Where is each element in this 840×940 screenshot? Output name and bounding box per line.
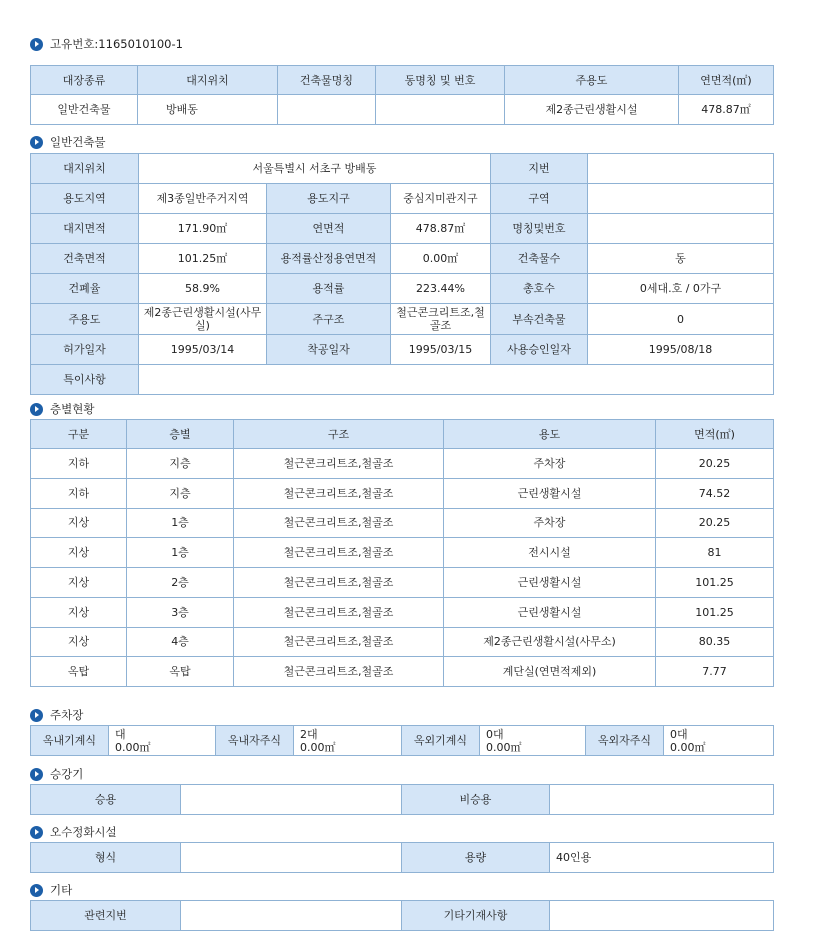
floor-area-cell: 101.25 bbox=[656, 597, 774, 627]
parking-count: 대 bbox=[115, 727, 126, 741]
floor-section-cell: 지상 bbox=[31, 597, 127, 627]
parking-section-title: 주차장 bbox=[50, 708, 84, 722]
floor-use-cell: 전시시설 bbox=[444, 538, 656, 568]
floor-level-cell: 옥탑 bbox=[127, 657, 234, 687]
table-row bbox=[31, 508, 774, 538]
parking-table bbox=[30, 725, 774, 756]
section-bullet-icon bbox=[30, 38, 43, 51]
summary-header-cell: 동명칭 및 번호 bbox=[376, 66, 505, 95]
sewage-section-title: 오수정화시설 bbox=[50, 825, 117, 839]
label-cell: 비승용 bbox=[402, 785, 550, 815]
general-section-heading bbox=[30, 134, 106, 150]
label-cell: 승용 bbox=[31, 785, 181, 815]
approval-date-value: 1995/08/18 bbox=[588, 335, 774, 365]
label-cell: 착공일자 bbox=[267, 335, 391, 365]
label-cell: 총호수 bbox=[491, 274, 588, 304]
floors-header-cell: 면적(㎡) bbox=[656, 420, 774, 449]
table-row bbox=[31, 449, 774, 479]
building-area-value: 101.25㎡ bbox=[139, 244, 267, 274]
summary-header-cell: 건축물명칭 bbox=[278, 66, 376, 95]
parking-count: 2대 bbox=[300, 727, 318, 741]
section-bullet-icon bbox=[30, 826, 43, 839]
floor-structure-cell: 철근콘크리트조,철골조 bbox=[234, 478, 444, 508]
floor-use-cell: 근린생활시설 bbox=[444, 478, 656, 508]
label-cell: 건축면적 bbox=[31, 244, 139, 274]
label-cell: 허가일자 bbox=[31, 335, 139, 365]
summary-header-cell: 주용도 bbox=[505, 66, 679, 95]
floor-section-cell: 지상 bbox=[31, 538, 127, 568]
label-cell: 건축물수 bbox=[491, 244, 588, 274]
bldg-count-value: 동 bbox=[588, 244, 774, 274]
name-no-value bbox=[588, 214, 774, 244]
total-floor-value: 478.87㎡ bbox=[391, 214, 491, 244]
section-bullet-icon bbox=[30, 709, 43, 722]
floor-structure-cell: 철근콘크리트조,철골조 bbox=[234, 538, 444, 568]
annex-value: 0 bbox=[588, 304, 774, 335]
coverage-value: 58.9% bbox=[139, 274, 267, 304]
parking-count: 0대 bbox=[486, 727, 504, 741]
site-area-value: 171.90㎡ bbox=[139, 214, 267, 244]
sewage-capacity-value: 40인용 bbox=[550, 843, 774, 873]
section-bullet-icon bbox=[30, 768, 43, 781]
floor-level-cell: 4층 bbox=[127, 627, 234, 657]
label-cell: 용도지역 bbox=[31, 184, 139, 214]
label-cell: 기타기재사항 bbox=[402, 901, 550, 931]
floor-level-cell: 1층 bbox=[127, 538, 234, 568]
floor-level-cell: 3층 bbox=[127, 597, 234, 627]
label-cell: 주용도 bbox=[31, 304, 139, 335]
label-cell: 명칭및번호 bbox=[491, 214, 588, 244]
lot-value bbox=[588, 154, 774, 184]
other-notes-value bbox=[550, 901, 774, 931]
floors-header-cell: 용도 bbox=[444, 420, 656, 449]
sewage-section-heading bbox=[30, 824, 117, 840]
record-id-heading bbox=[30, 36, 183, 52]
floor-area-cell: 81 bbox=[656, 538, 774, 568]
summary-value-cell: 일반건축물 bbox=[31, 95, 138, 125]
label-cell: 구역 bbox=[491, 184, 588, 214]
summary-header-cell: 연면적(㎡) bbox=[679, 66, 774, 95]
floor-structure-cell: 철근콘크리트조,철골조 bbox=[234, 627, 444, 657]
record-id: 고유번호:1165010100-1 bbox=[50, 37, 183, 51]
summary-value-row bbox=[31, 95, 774, 125]
general-section-title: 일반건축물 bbox=[50, 135, 106, 149]
table-row bbox=[31, 568, 774, 598]
parking-label-outdoor-self: 옥외자주식 bbox=[586, 726, 664, 756]
parking-area: 0.00㎡ bbox=[670, 740, 706, 754]
floor-use-cell: 근린생활시설 bbox=[444, 597, 656, 627]
label-cell: 건폐율 bbox=[31, 274, 139, 304]
label-cell: 지번 bbox=[491, 154, 588, 184]
etc-section-heading bbox=[30, 882, 72, 898]
floor-area-cell: 20.25 bbox=[656, 508, 774, 538]
emergency-elevator-value bbox=[550, 785, 774, 815]
floor-use-cell: 근린생활시설 bbox=[444, 568, 656, 598]
area-value bbox=[588, 184, 774, 214]
floors-section-title: 층별현황 bbox=[50, 402, 95, 416]
label-cell: 용량 bbox=[402, 843, 550, 873]
floor-area-cell: 7.77 bbox=[656, 657, 774, 687]
section-bullet-icon bbox=[30, 136, 43, 149]
floor-structure-cell: 철근콘크리트조,철골조 bbox=[234, 508, 444, 538]
elevator-section-heading bbox=[30, 766, 83, 782]
parking-area: 0.00㎡ bbox=[300, 740, 336, 754]
label-cell: 용도지구 bbox=[267, 184, 391, 214]
structure-value: 철근콘크리트조,철골조 bbox=[391, 304, 491, 335]
summary-header-row bbox=[31, 66, 774, 95]
summary-value-cell: 방배동 bbox=[138, 95, 278, 125]
remarks-value bbox=[139, 365, 774, 395]
parking-area: 0.00㎡ bbox=[486, 740, 522, 754]
floor-level-cell: 지층 bbox=[127, 449, 234, 479]
floor-area-cell: 20.25 bbox=[656, 449, 774, 479]
parking-section-heading bbox=[30, 707, 83, 723]
parking-label-outdoor-mech: 옥외기계식 bbox=[402, 726, 480, 756]
parking-area: 0.00㎡ bbox=[115, 740, 151, 754]
related-lot-value bbox=[181, 901, 402, 931]
elevator-table bbox=[30, 784, 774, 815]
parking-label-indoor-mech: 옥내기계식 bbox=[31, 726, 109, 756]
floor-level-cell: 1층 bbox=[127, 508, 234, 538]
floor-area-cell: 101.25 bbox=[656, 568, 774, 598]
general-table bbox=[30, 153, 774, 395]
table-row bbox=[31, 538, 774, 568]
floor-section-cell: 지상 bbox=[31, 508, 127, 538]
floor-section-cell: 옥탑 bbox=[31, 657, 127, 687]
summary-value-cell bbox=[376, 95, 505, 125]
section-bullet-icon bbox=[30, 403, 43, 416]
label-cell: 용적률 bbox=[267, 274, 391, 304]
label-cell: 부속건축물 bbox=[491, 304, 588, 335]
main-use-value: 제2종근린생활시설(사무실) bbox=[139, 304, 267, 335]
floor-level-cell: 2층 bbox=[127, 568, 234, 598]
permit-date-value: 1995/03/14 bbox=[139, 335, 267, 365]
floor-area-cell: 80.35 bbox=[656, 627, 774, 657]
floor-structure-cell: 철근콘크리트조,철골조 bbox=[234, 449, 444, 479]
label-cell: 연면적 bbox=[267, 214, 391, 244]
elevator-section-title: 승강기 bbox=[50, 767, 84, 781]
table-row bbox=[31, 597, 774, 627]
floor-section-cell: 지하 bbox=[31, 478, 127, 508]
floor-structure-cell: 철근콘크리트조,철골조 bbox=[234, 657, 444, 687]
table-row bbox=[31, 627, 774, 657]
sewage-table bbox=[30, 842, 774, 873]
label-cell: 관련지번 bbox=[31, 901, 181, 931]
table-row bbox=[31, 478, 774, 508]
table-row bbox=[31, 657, 774, 687]
floors-header-cell: 층별 bbox=[127, 420, 234, 449]
passenger-elevator-value bbox=[181, 785, 402, 815]
site-location-value: 서울특별시 서초구 방배동 bbox=[139, 154, 491, 184]
label-cell: 대지면적 bbox=[31, 214, 139, 244]
label-cell: 사용승인일자 bbox=[491, 335, 588, 365]
floors-header-cell: 구조 bbox=[234, 420, 444, 449]
floor-structure-cell: 철근콘크리트조,철골조 bbox=[234, 568, 444, 598]
etc-table bbox=[30, 900, 774, 931]
floor-level-cell: 지층 bbox=[127, 478, 234, 508]
floors-section-heading bbox=[30, 401, 94, 417]
floors-table bbox=[30, 419, 774, 687]
summary-header-cell: 대지위치 bbox=[138, 66, 278, 95]
label-cell: 용적률산정용연면적 bbox=[267, 244, 391, 274]
parking-count: 0대 bbox=[670, 727, 688, 741]
floor-section-cell: 지상 bbox=[31, 568, 127, 598]
floor-use-cell: 계단실(연면적제외) bbox=[444, 657, 656, 687]
parking-label-indoor-self: 옥내자주식 bbox=[216, 726, 294, 756]
floor-structure-cell: 철근콘크리트조,철골조 bbox=[234, 597, 444, 627]
section-bullet-icon bbox=[30, 884, 43, 897]
summary-value-cell: 제2종근린생활시설 bbox=[505, 95, 679, 125]
floor-use-cell: 주차장 bbox=[444, 508, 656, 538]
district-value: 중심지미관지구 bbox=[391, 184, 491, 214]
summary-header-cell: 대장종류 bbox=[31, 66, 138, 95]
floor-area-cell: 74.52 bbox=[656, 478, 774, 508]
far-area-value: 0.00㎡ bbox=[391, 244, 491, 274]
summary-value-cell: 478.87㎡ bbox=[679, 95, 774, 125]
floor-use-cell: 제2종근린생활시설(사무소) bbox=[444, 627, 656, 657]
label-cell: 특이사항 bbox=[31, 365, 139, 395]
floor-section-cell: 지하 bbox=[31, 449, 127, 479]
floor-use-cell: 주차장 bbox=[444, 449, 656, 479]
units-value: 0세대.호 / 0가구 bbox=[588, 274, 774, 304]
floors-header-cell: 구분 bbox=[31, 420, 127, 449]
label-cell: 주구조 bbox=[267, 304, 391, 335]
sewage-type-value bbox=[181, 843, 402, 873]
label-cell: 형식 bbox=[31, 843, 181, 873]
floors-header-row bbox=[31, 420, 774, 449]
summary-table bbox=[30, 65, 774, 125]
label-cell: 대지위치 bbox=[31, 154, 139, 184]
start-date-value: 1995/03/15 bbox=[391, 335, 491, 365]
zone-value: 제3종일반주거지역 bbox=[139, 184, 267, 214]
summary-value-cell bbox=[278, 95, 376, 125]
far-value: 223.44% bbox=[391, 274, 491, 304]
floor-section-cell: 지상 bbox=[31, 627, 127, 657]
etc-section-title: 기타 bbox=[50, 883, 73, 897]
